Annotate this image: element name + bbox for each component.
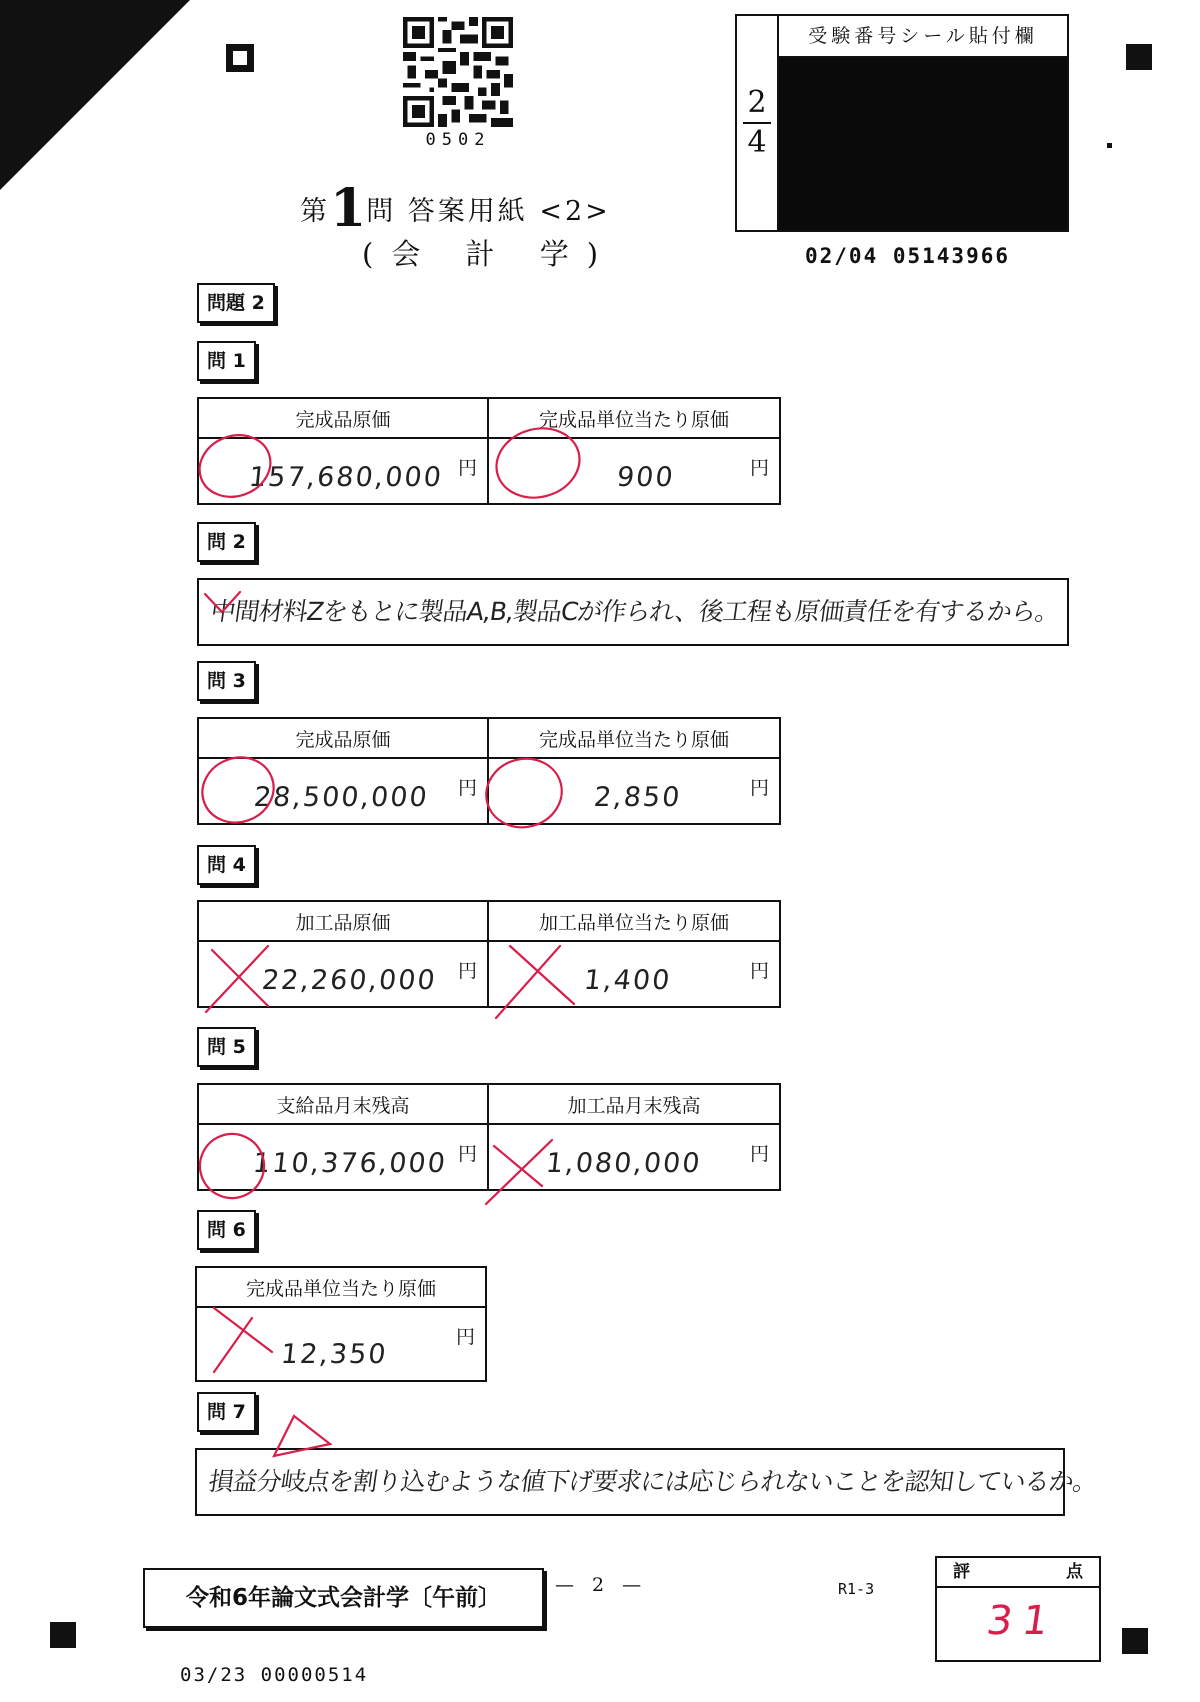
registration-mark-top-right [1126, 44, 1152, 70]
title-number: 1 [330, 178, 367, 239]
q5-col1-value: 110,376,000 [251, 1148, 449, 1179]
seal-redaction [779, 58, 1067, 230]
qr-code-icon [403, 17, 513, 127]
q4-col1-cell [198, 941, 488, 1007]
q3-col1-header: 完成品原価 [198, 718, 488, 758]
dot-mark [1107, 143, 1112, 148]
registration-mark-bottom-right [1122, 1628, 1148, 1654]
title-prefix: 第 [300, 196, 330, 227]
seal-label: 受験番号シール貼付欄 [779, 16, 1067, 58]
q4-label: 問 4 [197, 845, 256, 885]
unit-label: 円 [457, 960, 477, 982]
q6-col1-value: 12,350 [278, 1339, 389, 1370]
q5-col2-value: 1,080,000 [543, 1148, 703, 1179]
score-value: 31 [983, 1598, 1062, 1644]
page-fraction [739, 84, 775, 162]
q7-label: 問 7 [197, 1392, 256, 1432]
page-title [300, 178, 611, 239]
q1-col1-cell [198, 438, 488, 504]
q7-answer-text: 損益分岐点を割り込むような値下げ要求には応じられないことを認知しているか。 [206, 1467, 1099, 1496]
page-numerator: 2 [747, 85, 767, 120]
q3-col2-value: 2,850 [592, 782, 683, 813]
unit-label: 円 [455, 1326, 475, 1348]
q3-col2-header: 完成品単位当たり原価 [488, 718, 780, 758]
page-fraction-cell [737, 16, 779, 230]
q1-col1-value: 157,680,000 [247, 462, 445, 493]
score-label: 評 点 [953, 1562, 1083, 1582]
page-number: — 2 — [555, 1574, 648, 1596]
q5-col1-header: 支給品月末残高 [198, 1084, 488, 1124]
exam-id: 02/04 05143966 [805, 244, 1011, 268]
q5-col2-cell [488, 1124, 780, 1190]
registration-mark-hollow [226, 44, 254, 72]
q5-col2-header: 加工品月末残高 [488, 1084, 780, 1124]
q1-col1-header: 完成品原価 [198, 398, 488, 438]
q3-col2-cell [488, 758, 780, 824]
q6-label: 問 6 [197, 1210, 256, 1250]
q3-col1-cell [198, 758, 488, 824]
q4-answer-table [197, 900, 781, 1008]
q6-col1-header: 完成品単位当たり原価 [196, 1267, 486, 1307]
page-denominator: 4 [747, 125, 767, 160]
q3-col1-value: 28,500,000 [252, 782, 431, 813]
corner-triangle-mark [0, 0, 190, 190]
q4-col2-cell [488, 941, 780, 1007]
unit-label: 円 [749, 960, 769, 982]
q5-answer-table [197, 1083, 781, 1191]
unit-label: 円 [749, 457, 769, 479]
exam-number-seal-box [735, 14, 1069, 232]
q4-col1-value: 22,260,000 [260, 965, 439, 996]
score-box [935, 1556, 1101, 1662]
bottom-code: 03/23 00000514 [180, 1664, 369, 1686]
unit-label: 円 [457, 457, 477, 479]
q1-answer-table [197, 397, 781, 505]
q3-answer-table [197, 717, 781, 825]
q1-col2-header: 完成品単位当たり原価 [488, 398, 780, 438]
q3-label: 問 3 [197, 661, 256, 701]
q5-col1-cell [198, 1124, 488, 1190]
q1-col2-value: 900 [615, 462, 677, 493]
q4-col1-header: 加工品原価 [198, 901, 488, 941]
qr-code-number: 0502 [425, 130, 491, 150]
registration-mark-bottom-left [50, 1622, 76, 1648]
form-code: R1-3 [838, 1580, 875, 1598]
unit-label: 円 [457, 1143, 477, 1165]
q2-answer-box [197, 578, 1069, 646]
q5-label: 問 5 [197, 1027, 256, 1067]
q4-col2-value: 1,400 [582, 965, 673, 996]
exam-title: 令和6年論文式会計学〔午前〕 [143, 1568, 544, 1628]
q6-col1-cell [196, 1307, 486, 1381]
q6-answer-table [195, 1266, 487, 1382]
unit-label: 円 [457, 777, 477, 799]
score-header [937, 1558, 1099, 1588]
q1-col2-cell [488, 438, 780, 504]
unit-label: 円 [749, 1143, 769, 1165]
q4-col2-header: 加工品単位当たり原価 [488, 901, 780, 941]
q1-label: 問 1 [197, 341, 256, 381]
title-suffix: 問 答案用紙 <2> [366, 196, 611, 227]
q2-answer-text: 中間材料Zをもとに製品A,B,製品Cが作られ、後工程も原価責任を有するから。 [208, 597, 1062, 626]
unit-label: 円 [749, 777, 769, 799]
page-subtitle: (会 計 学) [362, 237, 617, 271]
q2-label: 問 2 [197, 522, 256, 562]
q7-answer-box [195, 1448, 1099, 1516]
section-label: 問題 2 [197, 283, 275, 323]
